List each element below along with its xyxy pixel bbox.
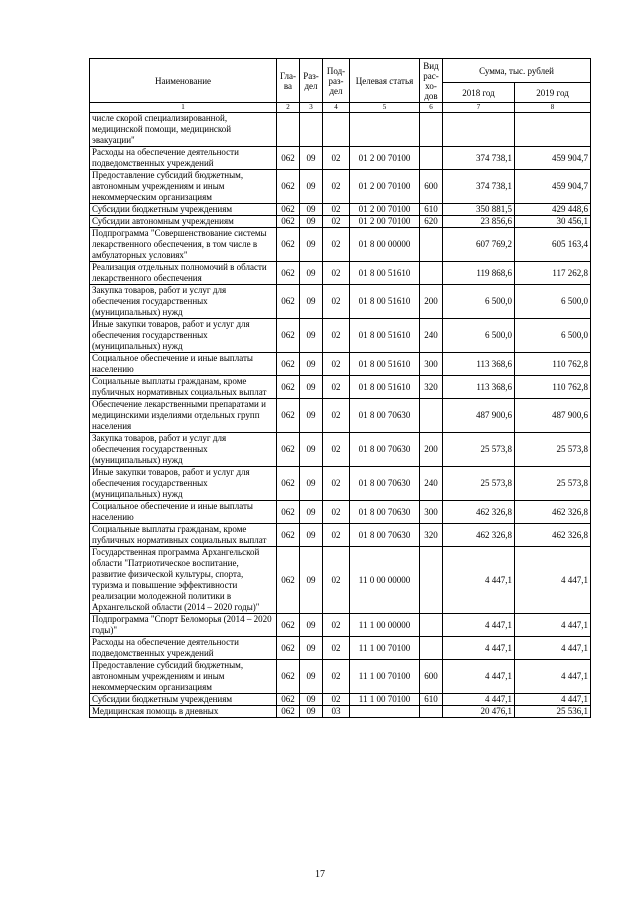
row-sum-2018: 4 447,1 (443, 547, 515, 614)
row-target-article: 01 8 00 51610 (350, 285, 420, 319)
row-podrazdel: 02 (323, 216, 350, 228)
row-sum-2018: 374 738,1 (443, 170, 515, 204)
budget-table (89, 58, 591, 718)
row-razdel: 09 (300, 285, 323, 319)
table-row (90, 399, 591, 433)
row-glava: 062 (277, 204, 300, 216)
row-podrazdel: 02 (323, 399, 350, 433)
row-sum-2018: 607 769,2 (443, 228, 515, 262)
row-sum-2018: 487 900,6 (443, 399, 515, 433)
row-target-article: 01 8 00 70630 (350, 399, 420, 433)
table-row (90, 660, 591, 694)
table-row (90, 228, 591, 262)
row-target-article: 01 8 00 70630 (350, 467, 420, 501)
row-razdel: 09 (300, 216, 323, 228)
row-glava: 062 (277, 524, 300, 547)
row-vid-rashodov (420, 637, 443, 660)
row-sum-2018: 4 447,1 (443, 637, 515, 660)
row-vid-rashodov: 200 (420, 433, 443, 467)
row-target-article: 01 8 00 70630 (350, 524, 420, 547)
row-vid-rashodov: 240 (420, 467, 443, 501)
row-glava: 062 (277, 706, 300, 718)
table-row (90, 467, 591, 501)
row-sum-2018: 25 573,8 (443, 433, 515, 467)
row-podrazdel: 02 (323, 524, 350, 547)
column-number: 2 (277, 103, 300, 113)
row-sum-2019: 605 163,4 (515, 228, 591, 262)
row-razdel (300, 113, 323, 147)
row-sum-2019: 25 573,8 (515, 467, 591, 501)
column-number: 3 (300, 103, 323, 113)
row-name: Закупка товаров, работ и услуг для обеспечения государственных (муниципальных) нужд (90, 285, 277, 319)
row-target-article: 11 1 00 70100 (350, 637, 420, 660)
row-podrazdel: 02 (323, 376, 350, 399)
row-name: Подпрограмма "Совершенствование системы лекарственного обеспечения, в том числе в амбулаторных условиях" (90, 228, 277, 262)
column-number: 5 (350, 103, 420, 113)
row-sum-2019: 110 762,8 (515, 353, 591, 376)
row-sum-2018: 113 368,6 (443, 353, 515, 376)
row-razdel: 09 (300, 694, 323, 706)
row-razdel: 09 (300, 614, 323, 637)
header-year-2018: 2018 год (443, 83, 515, 103)
column-number: 6 (420, 103, 443, 113)
row-podrazdel: 02 (323, 170, 350, 204)
row-razdel: 09 (300, 147, 323, 170)
row-sum-2019: 459 904,7 (515, 147, 591, 170)
row-vid-rashodov: 200 (420, 285, 443, 319)
row-razdel: 09 (300, 170, 323, 204)
table-row (90, 376, 591, 399)
row-razdel: 09 (300, 706, 323, 718)
row-target-article: 01 8 00 51610 (350, 319, 420, 353)
table-row (90, 262, 591, 285)
table-row (90, 433, 591, 467)
row-sum-2018 (443, 113, 515, 147)
row-vid-rashodov: 320 (420, 376, 443, 399)
row-vid-rashodov (420, 147, 443, 170)
row-sum-2019: 459 904,7 (515, 170, 591, 204)
row-sum-2019: 487 900,6 (515, 399, 591, 433)
row-name: Субсидии бюджетным учреждениям (90, 694, 277, 706)
row-vid-rashodov (420, 706, 443, 718)
row-name: Социальные выплаты гражданам, кроме публичных нормативных социальных выплат (90, 524, 277, 547)
header-name: Наименование (90, 59, 277, 103)
row-podrazdel: 02 (323, 433, 350, 467)
table-row (90, 694, 591, 706)
row-glava: 062 (277, 262, 300, 285)
row-razdel: 09 (300, 660, 323, 694)
header-podrazdel: Под-раз-дел (323, 59, 350, 103)
row-sum-2019: 429 448,6 (515, 204, 591, 216)
row-sum-2019: 6 500,0 (515, 285, 591, 319)
table-row (90, 706, 591, 718)
row-glava: 062 (277, 637, 300, 660)
row-target-article: 01 2 00 70100 (350, 204, 420, 216)
row-glava: 062 (277, 660, 300, 694)
row-glava: 062 (277, 694, 300, 706)
row-vid-rashodov: 600 (420, 660, 443, 694)
row-name: Предоставление субсидий бюджетным, автономным учреждениям и иным некоммерческим организациям (90, 170, 277, 204)
row-podrazdel: 02 (323, 319, 350, 353)
row-sum-2019 (515, 113, 591, 147)
row-target-article: 01 8 00 51610 (350, 376, 420, 399)
row-glava: 062 (277, 216, 300, 228)
row-sum-2019: 110 762,8 (515, 376, 591, 399)
row-name: Реализация отдельных полномочий в области лекарственного обеспечения (90, 262, 277, 285)
row-razdel: 09 (300, 501, 323, 524)
row-vid-rashodov: 600 (420, 170, 443, 204)
table-row (90, 614, 591, 637)
table-row (90, 204, 591, 216)
row-glava: 062 (277, 433, 300, 467)
row-podrazdel: 02 (323, 637, 350, 660)
row-podrazdel: 02 (323, 660, 350, 694)
table-row (90, 319, 591, 353)
row-name: Подпрограмма "Спорт Беломорья (2014 – 2020 годы)" (90, 614, 277, 637)
row-podrazdel: 02 (323, 467, 350, 501)
row-podrazdel: 02 (323, 501, 350, 524)
row-name: Расходы на обеспечение деятельности подведомственных учреждений (90, 637, 277, 660)
row-name: Расходы на обеспечение деятельности подведомственных учреждений (90, 147, 277, 170)
row-vid-rashodov (420, 614, 443, 637)
row-sum-2018: 4 447,1 (443, 614, 515, 637)
row-sum-2018: 119 868,6 (443, 262, 515, 285)
row-razdel: 09 (300, 399, 323, 433)
row-glava: 062 (277, 228, 300, 262)
row-sum-2018: 462 326,8 (443, 501, 515, 524)
table-row (90, 637, 591, 660)
row-razdel: 09 (300, 433, 323, 467)
table-row (90, 113, 591, 147)
row-razdel: 09 (300, 204, 323, 216)
row-name: Социальные выплаты гражданам, кроме публичных нормативных социальных выплат (90, 376, 277, 399)
row-sum-2019: 4 447,1 (515, 547, 591, 614)
row-glava: 062 (277, 147, 300, 170)
row-name: Предоставление субсидий бюджетным, автономным учреждениям и иным некоммерческим организациям (90, 660, 277, 694)
row-name: Медицинская помощь в дневных (90, 706, 277, 718)
row-sum-2019: 4 447,1 (515, 614, 591, 637)
row-vid-rashodov: 300 (420, 353, 443, 376)
table-row (90, 216, 591, 228)
row-sum-2018: 6 500,0 (443, 319, 515, 353)
header-sum: Сумма, тыс. рублей (443, 59, 591, 83)
row-razdel: 09 (300, 319, 323, 353)
row-target-article (350, 706, 420, 718)
table-row (90, 547, 591, 614)
column-number: 8 (515, 103, 591, 113)
column-number: 1 (90, 103, 277, 113)
row-target-article: 01 2 00 70100 (350, 170, 420, 204)
row-glava: 062 (277, 319, 300, 353)
row-sum-2018: 462 326,8 (443, 524, 515, 547)
row-sum-2018: 4 447,1 (443, 660, 515, 694)
row-podrazdel: 02 (323, 694, 350, 706)
row-vid-rashodov: 610 (420, 694, 443, 706)
row-podrazdel: 03 (323, 706, 350, 718)
row-razdel: 09 (300, 353, 323, 376)
table-row (90, 353, 591, 376)
row-name: Социальное обеспечение и иные выплаты населению (90, 501, 277, 524)
row-glava: 062 (277, 467, 300, 501)
row-sum-2019: 462 326,8 (515, 524, 591, 547)
row-glava: 062 (277, 547, 300, 614)
row-sum-2019: 30 456,1 (515, 216, 591, 228)
row-target-article: 11 1 00 70100 (350, 660, 420, 694)
row-sum-2019: 4 447,1 (515, 637, 591, 660)
row-glava: 062 (277, 170, 300, 204)
column-number: 7 (443, 103, 515, 113)
row-vid-rashodov: 620 (420, 216, 443, 228)
table-row (90, 170, 591, 204)
row-sum-2019: 117 262,8 (515, 262, 591, 285)
row-vid-rashodov: 610 (420, 204, 443, 216)
row-sum-2018: 6 500,0 (443, 285, 515, 319)
page-number: 17 (315, 869, 325, 880)
column-number: 4 (323, 103, 350, 113)
header-year-2019: 2019 год (515, 83, 591, 103)
row-target-article: 01 8 00 70630 (350, 501, 420, 524)
row-razdel: 09 (300, 262, 323, 285)
table-row (90, 285, 591, 319)
row-name: Социальное обеспечение и иные выплаты населению (90, 353, 277, 376)
table-row (90, 524, 591, 547)
row-podrazdel: 02 (323, 262, 350, 285)
row-name: Субсидии автономным учреждениям (90, 216, 277, 228)
row-podrazdel: 02 (323, 614, 350, 637)
column-number-row (90, 103, 591, 113)
row-name: Государственная программа Архангельской области "Патриотическое воспитание, развитие физической культуры, спорта, туризма и повышение эффективности реализации молодежной политики в Архангельской области (2014 – 2020 годы)" (90, 547, 277, 614)
row-target-article: 11 1 00 00000 (350, 614, 420, 637)
row-sum-2018: 25 573,8 (443, 467, 515, 501)
row-target-article: 01 2 00 70100 (350, 216, 420, 228)
row-razdel: 09 (300, 637, 323, 660)
row-name: Иные закупки товаров, работ и услуг для обеспечения государственных (муниципальных) нужд (90, 467, 277, 501)
row-target-article: 11 1 00 70100 (350, 694, 420, 706)
row-target-article: 01 8 00 51610 (350, 262, 420, 285)
row-target-article: 11 0 00 00000 (350, 547, 420, 614)
row-vid-rashodov (420, 113, 443, 147)
row-name: Закупка товаров, работ и услуг для обеспечения государственных (муниципальных) нужд (90, 433, 277, 467)
row-razdel: 09 (300, 376, 323, 399)
row-glava: 062 (277, 614, 300, 637)
row-name: Субсидии бюджетным учреждениям (90, 204, 277, 216)
row-razdel: 09 (300, 228, 323, 262)
row-glava: 062 (277, 501, 300, 524)
header-target: Целевая статья (350, 59, 420, 103)
row-sum-2019: 25 573,8 (515, 433, 591, 467)
row-sum-2018: 20 476,1 (443, 706, 515, 718)
row-vid-rashodov (420, 262, 443, 285)
row-target-article (350, 113, 420, 147)
row-vid-rashodov: 300 (420, 501, 443, 524)
row-target-article: 01 8 00 70630 (350, 433, 420, 467)
row-name: числе скорой специализированной, медицинской помощи, медицинской эвакуации" (90, 113, 277, 147)
header-glava: Гла-ва (277, 59, 300, 103)
row-razdel: 09 (300, 524, 323, 547)
row-podrazdel: 02 (323, 353, 350, 376)
row-podrazdel: 02 (323, 228, 350, 262)
row-glava: 062 (277, 399, 300, 433)
row-glava: 062 (277, 376, 300, 399)
row-podrazdel: 02 (323, 285, 350, 319)
row-vid-rashodov (420, 399, 443, 433)
row-sum-2018: 374 738,1 (443, 147, 515, 170)
row-razdel: 09 (300, 547, 323, 614)
row-sum-2019: 4 447,1 (515, 694, 591, 706)
row-glava: 062 (277, 353, 300, 376)
row-sum-2019: 6 500,0 (515, 319, 591, 353)
row-podrazdel: 02 (323, 547, 350, 614)
row-target-article: 01 8 00 51610 (350, 353, 420, 376)
row-sum-2018: 113 368,6 (443, 376, 515, 399)
row-podrazdel: 02 (323, 147, 350, 170)
table-body (90, 103, 591, 718)
row-name: Иные закупки товаров, работ и услуг для обеспечения государственных (муниципальных) нужд (90, 319, 277, 353)
row-sum-2019: 25 536,1 (515, 706, 591, 718)
row-vid-rashodov: 320 (420, 524, 443, 547)
row-sum-2018: 23 856,6 (443, 216, 515, 228)
row-vid-rashodov (420, 547, 443, 614)
row-sum-2019: 4 447,1 (515, 660, 591, 694)
row-target-article: 01 2 00 70100 (350, 147, 420, 170)
table-row (90, 501, 591, 524)
row-name: Обеспечение лекарственными препаратами и медицинскими изделиями отдельных групп населения (90, 399, 277, 433)
table-row (90, 147, 591, 170)
row-glava: 062 (277, 285, 300, 319)
header-razdel: Раз-дел (300, 59, 323, 103)
header-vid: Вид рас-хо-дов (420, 59, 443, 103)
row-sum-2018: 4 447,1 (443, 694, 515, 706)
row-podrazdel (323, 113, 350, 147)
row-vid-rashodov: 240 (420, 319, 443, 353)
row-sum-2018: 350 881,5 (443, 204, 515, 216)
row-glava (277, 113, 300, 147)
row-podrazdel: 02 (323, 204, 350, 216)
row-razdel: 09 (300, 467, 323, 501)
row-sum-2019: 462 326,8 (515, 501, 591, 524)
row-target-article: 01 8 00 00000 (350, 228, 420, 262)
row-vid-rashodov (420, 228, 443, 262)
